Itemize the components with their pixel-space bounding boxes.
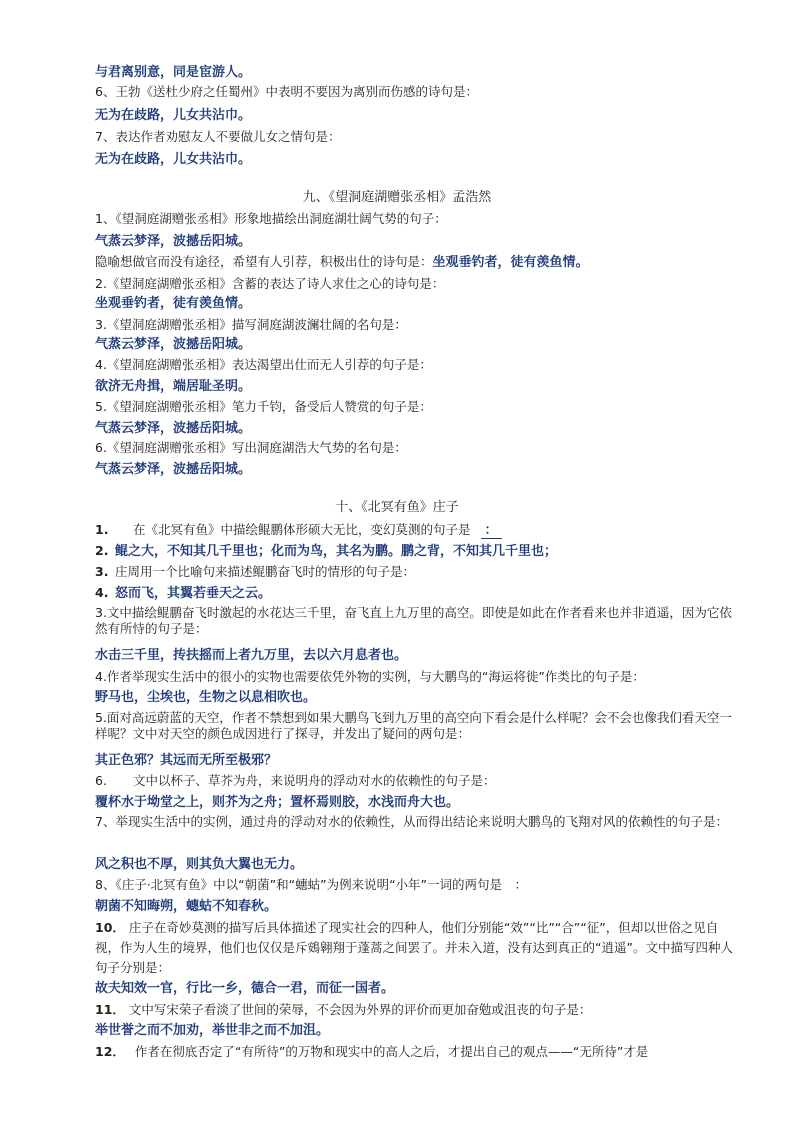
question-line: 6、王勃《送杜少府之任蜀州》中表明不要因为离别而伤感的诗句是： [95, 84, 478, 99]
question-line: 5.《望洞庭湖赠张丞相》笔力千钧，备受后人赞赏的句子是： [95, 399, 432, 414]
question-line: 隐喻想做官而没有途径，希望有人引荐，积极出仕的诗句是：坐观垂钓者，徒有羡鱼情。 [95, 254, 589, 270]
section-heading: 九、《望洞庭湖赠张丞相》孟浩然 [302, 190, 492, 205]
question-line: 12． 作者在彻底否定了“有所待”的万物和现实中的高人之后，才提出自己的观点——“无所待”才是 [95, 1044, 649, 1059]
answer-line: 与君离别意，同是宦游人。 [95, 64, 745, 81]
question-line: 7、举现实生活中的实例，通过舟的浮动对水的依赖性，从而得出结论来说明大鹏鸟的飞翔对风的依赖性的句子是： [95, 814, 728, 829]
answer-line: 气蒸云梦泽，波撼岳阳城。 [95, 461, 745, 478]
answer-line: 2. 鲲之大，不知其几千里也；化而为鸟，其名为鹏。鹏之背，不知其几千里也； [95, 543, 558, 559]
answer-line: 坐观垂钓者，徒有羡鱼情。 [95, 296, 252, 311]
section-heading: 十、《北冥有鱼》庄子 [335, 500, 459, 515]
question-line: 2.《望洞庭湖赠张丞相》含蓄的表达了诗人求仕之心的诗句是： [95, 276, 445, 291]
question-line: 6.《望洞庭湖赠张丞相》写出洞庭湖浩大气势的名句是： [95, 440, 407, 455]
question-line: 4.《望洞庭湖赠张丞相》表达渴望出仕而无人引荐的句子是： [95, 357, 432, 372]
answer-line: 野马也，尘埃也，生物之以息相吹也。 [95, 690, 317, 705]
answer-line: 水击三千里，抟扶摇而上者九万里，去以六月息者也。 [95, 648, 408, 663]
question-line: 6. 文中以杯子、草芥为舟，来说明舟的浮动对水的依赖性的句子是： [95, 773, 496, 788]
question-line: 4.作者举现实生活中的很小的实物也需要依凭外物的实例，与大鹏鸟的“海运将徙”作类比的句子是： [95, 669, 645, 684]
question-line: 5.面对高远蔚蓝的天空，作者不禁想到如果大鹏鸟飞到九万里的高空向下看会是什么样呢？会不会也像我们看天空一样呢？文中对天空的颜色成因进行了探寻，并发出了疑问的两句是： [95, 710, 732, 741]
answer-line: 其正色邪？其远而无所至极邪？ [95, 753, 278, 768]
answer-line: 4. 怒而飞，其翼若垂天之云。 [95, 585, 272, 601]
answer-line: 气蒸云梦泽，波撼岳阳城。 [95, 234, 252, 249]
inline-answer: 坐观垂钓者，徒有羡鱼情。 [432, 255, 589, 270]
question-line: 1、《望洞庭湖赠张丞相》形象地描绘出洞庭湖壮阔气势的句子： [95, 211, 447, 226]
question-line: 3.《望洞庭湖赠张丞相》描写洞庭湖波澜壮阔的名句是： [95, 317, 407, 332]
answer-line: 无为在歧路，儿女共沾巾。 [95, 108, 252, 123]
answer-line: 故夫知效一官，行比一乡，德合一君，而征一国者。 [95, 981, 395, 996]
answer-line: 风之积也不厚，则其负大翼也无力。 [95, 857, 304, 872]
question-line: 10． 庄子在奇妙莫测的描写后具体描述了现实社会的四种人，他们分别能“效”“比”“合”“征”，但却以世俗之见自视，作为人生的境界，他们也仅仅是斥鴳翱翔于蓬蒿之间罢了。并未入道，没有达到真正的“逍遥”。文中描写四种人句子分别是： [95, 920, 733, 975]
answer-line: 气蒸云梦泽，波撼岳阳城。 [95, 337, 252, 352]
question-line: 8、《庄子·北冥有鱼》中以“朝菌”和“蟪蛄”为例来说明“小年”一词的两句是 ： [95, 877, 528, 892]
question-line: 3. 庄周用一个比喻句来描述鲲鹏奋飞时的情形的句子是： [95, 564, 416, 579]
answer-line: 欲济无舟揖，端居耻圣明。 [95, 378, 745, 395]
answer-line: 覆杯水于坳堂之上，则芥为之舟；置杯焉则胶，水浅而舟大也。 [95, 795, 460, 810]
question-line: 3.文中描绘鲲鹏奋飞时激起的水花达三千里，奋飞直上九万里的高空。即使是如此在作者看来也并非逍遥，因为它依然有所恃的句子是： [95, 605, 732, 636]
question-line: 11． 文中写宋荣子看淡了世间的荣辱，不会因为外界的评价而更加奋勉或沮丧的句子是： [95, 1002, 592, 1017]
answer-line: 无为在歧路，儿女共沾巾。 [95, 152, 252, 167]
question-line: 7、表达作者劝慰友人不要做儿女之情句是： [95, 129, 341, 144]
answer-line: 气蒸云梦泽，波撼岳阳城。 [95, 420, 745, 437]
answer-line: 朝菌不知晦朔，蟪蛄不知春秋。 [95, 899, 278, 914]
question-line: 1. 在《北冥有鱼》中描绘鲲鹏体形硕大无比，变幻莫测的句子是 ： [95, 522, 745, 539]
answer-line: 举世誉之而不加劝，举世非之而不加沮。 [95, 1023, 330, 1038]
